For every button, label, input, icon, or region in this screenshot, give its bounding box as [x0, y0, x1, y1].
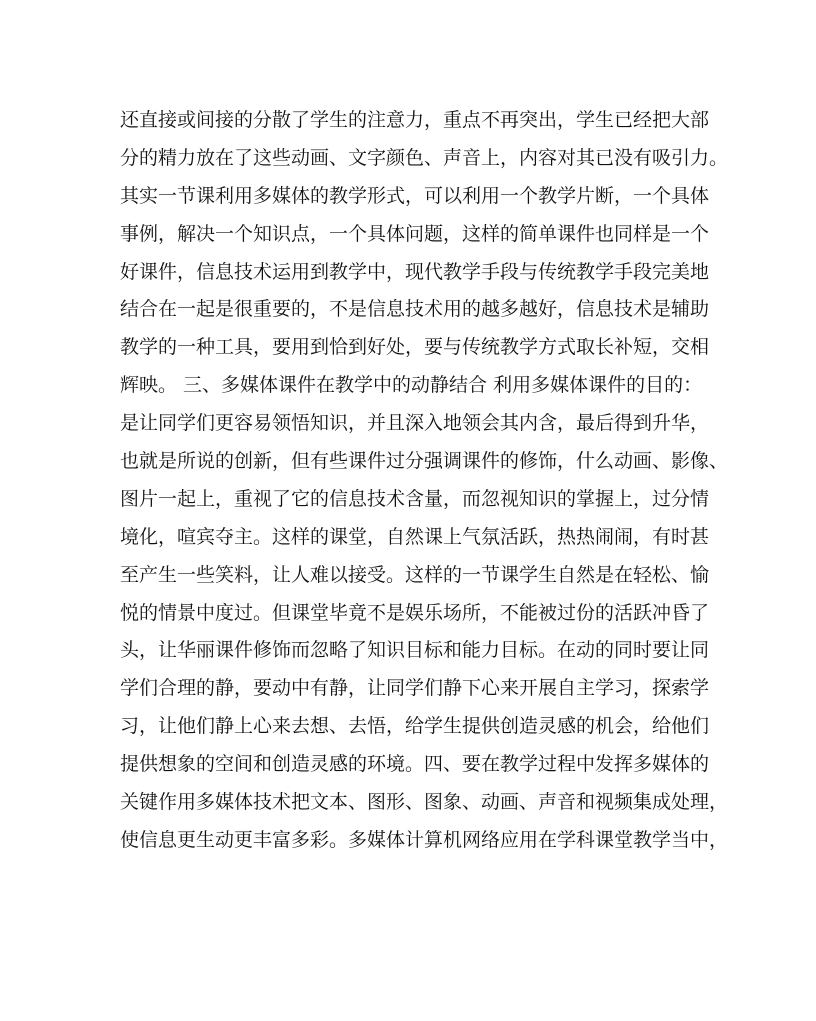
text-line-16: 学们合理的静，要动中有静，让同学们静下心来开展自主学习，探索学: [120, 677, 710, 700]
text-line-17: 习，让他们静上心来去想、去悟，给学生提供创造灵感的机会，给他们: [120, 715, 710, 738]
text-line-15: 头，让华丽课件修饰而忽略了知识目标和能力目标。在动的同时要让同: [120, 639, 710, 662]
text-line-20: 使信息更生动更丰富多彩。多媒体计算机网络应用在学科课堂教学当中，: [120, 828, 729, 851]
text-line-11: 图片一起上，重视了它的信息技术含量，而忽视知识的掌握上，过分情: [120, 487, 710, 510]
text-line-1: 还直接或间接的分散了学生的注意力，重点不再突出，学生已经把大部: [120, 109, 710, 131]
text-line-18: 提供想象的空间和创造灵感的环境。四、要在教学过程中发挥多媒体的: [120, 753, 710, 776]
text-line-19: 关键作用多媒体技术把文本、图形、图象、动画、声音和视频集成处理，: [120, 791, 729, 814]
text-line-13: 至产生一些笑料，让人难以接受。这样的一节课学生自然是在轻松、愉: [120, 563, 710, 586]
text-line-5: 好课件，信息技术运用到教学中，现代教学手段与传统教学手段完美地: [120, 260, 710, 283]
text-line-2: 分的精力放在了这些动画、文字颜色、声音上，内容对其已没有吸引力。: [120, 146, 729, 169]
text-line-4: 事例，解决一个知识点，一个具体问题，这样的简单课件也同样是一个: [120, 222, 710, 245]
text-line-8: 辉映。 三、多媒体课件在教学中的动静结合 利用多媒体课件的目的：: [120, 374, 703, 397]
text-line-10: 也就是所说的创新，但有些课件过分强调课件的修饰，什么动画、影像、: [120, 450, 729, 473]
body-text: [120, 102, 729, 860]
text-line-14: 悦的情景中度过。但课堂毕竟不是娱乐场所，不能被过份的活跃冲昏了: [120, 601, 710, 624]
text-line-7: 教学的一种工具，要用到恰到好处，要与传统教学方式取长补短，交相: [120, 336, 710, 359]
text-line-6: 结合在一起是很重要的，不是信息技术用的越多越好，信息技术是辅助: [120, 298, 710, 321]
text-line-9: 是让同学们更容易领悟知识，并且深入地领会其内含，最后得到升华，: [120, 412, 710, 435]
text-line-12: 境化，喧宾夺主。这样的课堂，自然课上气氛活跃，热热闹闹，有时甚: [120, 525, 710, 548]
text-line-3: 其实一节课利用多媒体的教学形式，可以利用一个教学片断，一个具体: [120, 184, 710, 207]
